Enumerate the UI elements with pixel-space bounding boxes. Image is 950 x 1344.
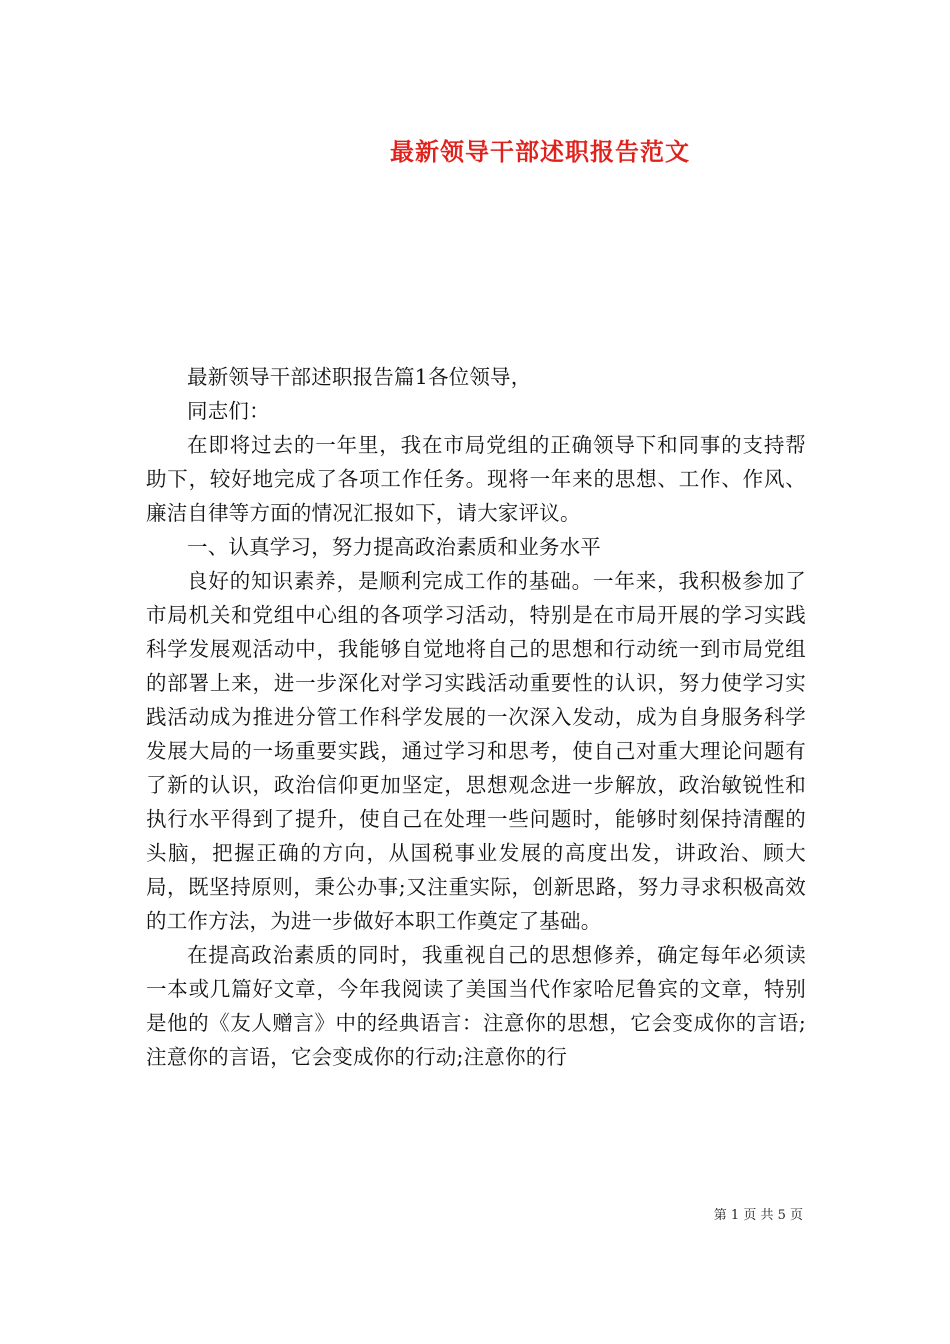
paragraph: 在即将过去的一年里，我在市局党组的正确领导下和同事的支持帮助下，较好地完成了各项工作任务。现将一年来的思想、工作、作风、廉洁自律等方面的情况汇报如下，请大家评议。 — [146, 433, 806, 525]
paragraph: 最新领导干部述职报告篇1各位领导， — [187, 365, 532, 389]
section-heading: 一、认真学习，努力提高政治素质和业务水平 — [187, 535, 601, 559]
document-body — [146, 360, 806, 1074]
page-number-footer: 第 1 页 共 5 页 — [713, 1208, 803, 1223]
paragraph: 在提高政治素质的同时，我重视自己的思想修养，确定每年必须读一本或几篇好文章，今年我阅读了美国当代作家哈尼鲁宾的文章，特别是他的《友人赠言》中的经典语言：注意你的思想，它会变成你的言语;注意你的言语，它会变成你的行动;注意你的行 — [146, 943, 806, 1069]
paragraph: 良好的知识素养，是顺利完成工作的基础。一年来，我积极参加了市局机关和党组中心组的各项学习活动，特别是在市局开展的学习实践科学发展观活动中，我能够自觉地将自己的思想和行动统一到市局党组的部署上来，进一步深化对学习实践活动重要性的认识，努力使学习实践活动成为推进分管工作科学发展的一次深入发动，成为自身服务科学发展大局的一场重要实践，通过学习和思考，使自己对重大理论问题有了新的认识，政治信仰更加坚定，思想观念进一步解放，政治敏锐性和执行水平得到了提升，使自己在处理一些问题时，能够时刻保持清醒的头脑，把握正确的方向，从国税事业发展的高度出发，讲政治、顾大局，既坚持原则，秉公办事;又注重实际，创新思路，努力寻求积极高效的工作方法，为进一步做好本职工作奠定了基础。 — [146, 569, 806, 933]
paragraph: 同志们： — [187, 399, 270, 423]
document-title: 最新领导干部述职报告范文 — [390, 137, 690, 166]
